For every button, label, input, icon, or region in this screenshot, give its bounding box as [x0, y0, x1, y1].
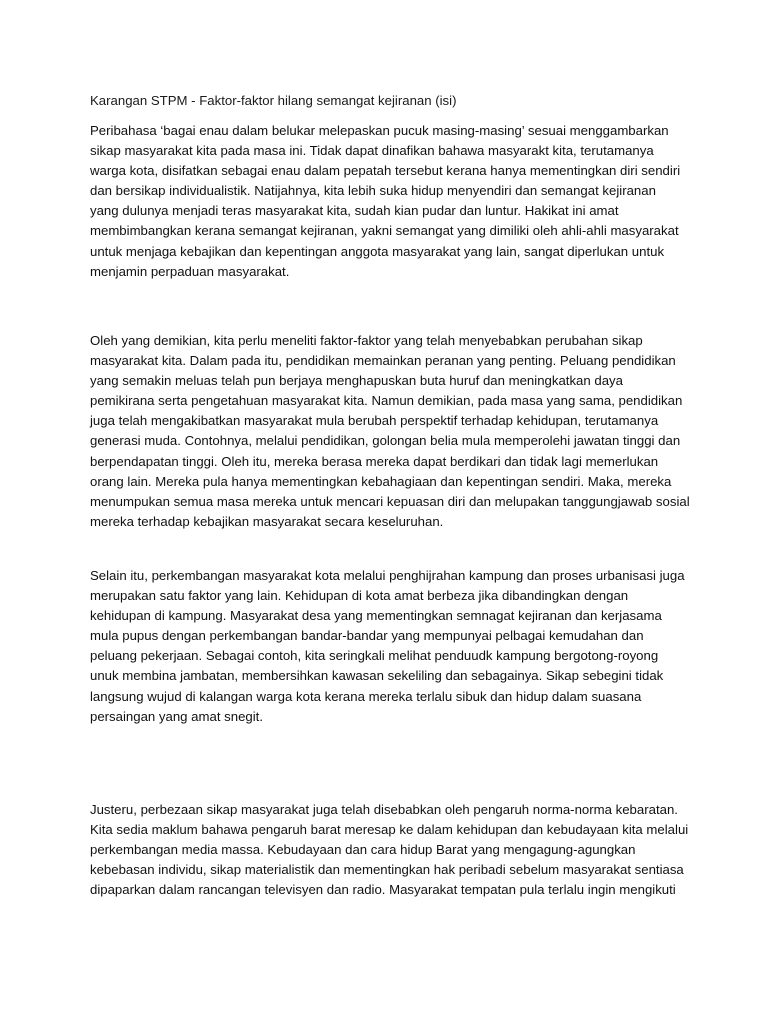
document-title: Karangan STPM - Faktor-faktor hilang semangat kejiranan (isi) [90, 93, 457, 108]
text-line: pemikirana serta pengetahuan masyarakat kita. Namun demikian, pada masa yang sama, pendidikan [90, 393, 683, 409]
text-line: dipaparkan dalam rancangan televisyen dan radio. Masyarakat tempatan pula terlalu ingin mengikuti [90, 882, 676, 898]
text-line: Peribahasa ‘bagai enau dalam belukar melepaskan pucuk masing-masing’ sesuai menggambarkan [90, 123, 669, 138]
text-line: warga kota, disifatkan sebagai enau dalam pepatah tersebut kerana hanya mementingkan diri sendiri [90, 163, 681, 179]
text-line: membimbangkan kerana semangat kejiranan, yakni semangat yang dimiliki oleh ahli-ahli masyarakat [90, 223, 679, 239]
text-line: sikap masyarakat kita pada masa ini. Tidak dapat dinafikan bahawa masyarakt kita, terutamanya [90, 143, 654, 159]
text-line: berpendapatan tinggi. Oleh itu, mereka berasa mereka dapat berdikari dan tidak lagi memerlukan [90, 453, 659, 469]
paragraph-4 [90, 800, 690, 900]
text-line: Justeru, perbezaan sikap masyarakat juga telah disebabkan oleh pengaruh norma-norma kebaratan. [90, 802, 678, 817]
text-line: mereka terhadap kebajikan masyarakat secara keseluruhan. [90, 513, 444, 529]
text-line: menjamin perpaduan masyarakat. [90, 263, 290, 279]
text-line: unuk membina jambatan, membersihkan kawasan sekeliling dan sebagainya. Sikap sebegini tidak [90, 668, 664, 684]
text-line: juga telah mengakibatkan masyarakat mula berubah perspektif terhadap kehidupan, terutamanya [90, 413, 659, 429]
text-line: orang lain. Mereka pula hanya mementingkan kebahagiaan dan kepentingan sendiri. Maka, mereka [90, 473, 672, 489]
text-line: merupakan satu faktor yang lain. Kehidupan di kota amat berbeza jika dibandingkan dengan [90, 588, 629, 604]
text-line: langsung wujud di kalangan warga kota kerana mereka terlalu sibuk dan hidup dalam suasana [90, 688, 642, 704]
text-line: peluang pekerjaan. Sebagai contoh, kita seringkali melihat penduudk kampung bergotong-royong [90, 648, 659, 664]
text-line: dan bersikap individualistik. Natijahnya, kita lebih suka hidup menyendiri dan semangat kejiranan [90, 183, 656, 199]
text-line: persaingan yang amat snegit. [90, 708, 264, 724]
text-line: masyarakat kita. Dalam pada itu, pendidikan memainkan peranan yang penting. Peluang pendidikan [90, 353, 676, 369]
text-line: Selain itu, perkembangan masyarakat kota melalui penghijrahan kampung dan proses urbanisasi juga [90, 568, 685, 583]
text-line: yang semakin meluas telah pun berjaya menghapuskan buta huruf dan meningkatkan daya [90, 373, 623, 389]
text-line: untuk menjaga kebajikan dan kepentingan anggota masyarakat yang lain, sangat diperlukan untuk [90, 243, 665, 259]
text-line: kebebasan individu, sikap materialistik dan mementingkan hak peribadi sebelum masyarakat sentiasa [90, 862, 684, 878]
text-line: mula pupus dengan perkembangan bandar-bandar yang mempunyai pelbagai kemudahan dan [90, 628, 644, 644]
text-line: Oleh yang demikian, kita perlu meneliti faktor-faktor yang telah menyebabkan perubahan sikap [90, 333, 643, 348]
paragraph-1 [90, 121, 690, 282]
text-line: generasi muda. Contohnya, melalui pendidikan, golongan belia mula memperolehi jawatan tinggi dan [90, 433, 681, 449]
text-line: kehidupan di kampung. Masyarakat desa yang mementingkan semnagat kejiranan dan kerjasama [90, 608, 662, 624]
text-line: menumpukan semua masa mereka untuk mencari kepuasan diri dan melupakan tanggungjawab sosial [90, 493, 690, 509]
paragraph-2 [90, 331, 690, 532]
text-line: yang dulunya menjadi teras masyarakat kita, sudah kian pudar dan luntur. Hakikat ini amat [90, 203, 619, 219]
text-line: Kita sedia maklum bahawa pengaruh barat meresap ke dalam kehidupan dan kebudayaan kita melalui [90, 822, 689, 838]
text-line: perkembangan media massa. Kebudayaan dan cara hidup Barat yang mengagung-agungkan [90, 842, 636, 858]
paragraph-3 [90, 566, 690, 727]
